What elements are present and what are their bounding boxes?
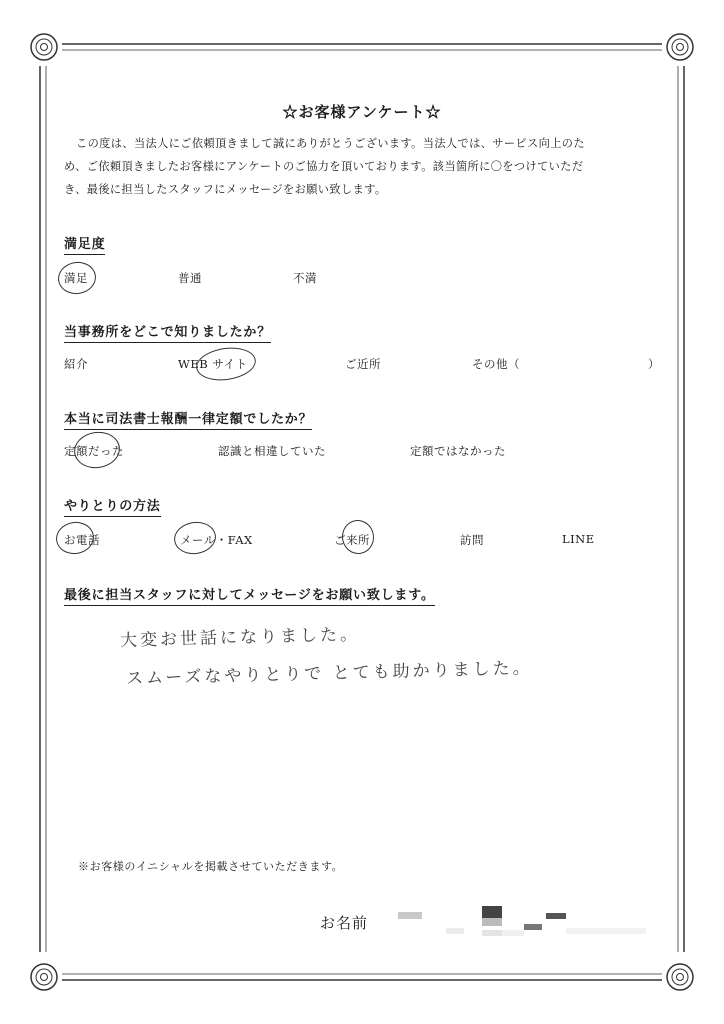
message-heading: 最後に担当スタッフに対してメッセージをお願い致します。 bbox=[64, 584, 435, 606]
survey-title: ☆お客様アンケート☆ bbox=[282, 103, 442, 121]
option-not-fixed[interactable]: 定額ではなかった bbox=[410, 444, 506, 458]
option-home-visit[interactable]: 訪問 bbox=[460, 533, 484, 547]
option-different[interactable]: 認識と相違していた bbox=[218, 444, 326, 458]
corner-ornament-bottom-left bbox=[31, 964, 57, 990]
option-fixed-fee[interactable]: 定額だった bbox=[64, 444, 124, 458]
option-referral[interactable]: 紹介 bbox=[64, 357, 88, 371]
name-label: お名前 bbox=[320, 914, 369, 932]
option-website[interactable]: WEB サイト bbox=[178, 357, 248, 371]
intro-line: この度は、当法人にご依頼頂きまして誠にありがとうございます。当法人では、サービス向上のた bbox=[76, 137, 585, 150]
intro-line: め、ご依頼頂きましたお客様にアンケートのご協力を頂いております。該当箇所に〇をつけていただ bbox=[64, 160, 584, 173]
corner-ornament-top-left bbox=[31, 34, 57, 60]
contact-heading: やりとりの方法 bbox=[64, 495, 161, 517]
handwritten-message-line: 大変お世話になりました。 bbox=[119, 624, 361, 651]
corner-ornament-bottom-right bbox=[667, 964, 693, 990]
option-dissatisfied[interactable]: 不満 bbox=[293, 271, 317, 285]
option-satisfied[interactable]: 満足 bbox=[64, 271, 88, 285]
option-other[interactable]: その他（ bbox=[472, 357, 520, 371]
source-heading: 当事務所をどこで知りましたか？ bbox=[64, 321, 271, 343]
intro-line: き、最後に担当したスタッフにメッセージをお願い致します。 bbox=[64, 183, 387, 196]
option-mail-fax[interactable]: メール・FAX bbox=[180, 533, 253, 547]
satisfaction-heading: 満足度 bbox=[64, 233, 105, 255]
initials-note: ※お客様のイニシャルを掲載させていただきます。 bbox=[78, 860, 344, 873]
intro-paragraph bbox=[64, 132, 668, 201]
option-neighborhood[interactable]: ご近所 bbox=[345, 357, 381, 371]
handwritten-message-line: スムーズなやりとりで とても助かりました。 bbox=[125, 658, 533, 689]
option-visit-office[interactable]: ご来所 bbox=[334, 533, 370, 547]
option-average[interactable]: 普通 bbox=[178, 271, 202, 285]
option-phone[interactable]: お電話 bbox=[64, 533, 100, 547]
option-line[interactable]: LINE bbox=[562, 532, 595, 546]
corner-ornament-top-right bbox=[667, 34, 693, 60]
option-other-close-paren: ） bbox=[648, 357, 660, 371]
fee-heading: 本当に司法書士報酬一律定額でしたか？ bbox=[64, 408, 312, 430]
